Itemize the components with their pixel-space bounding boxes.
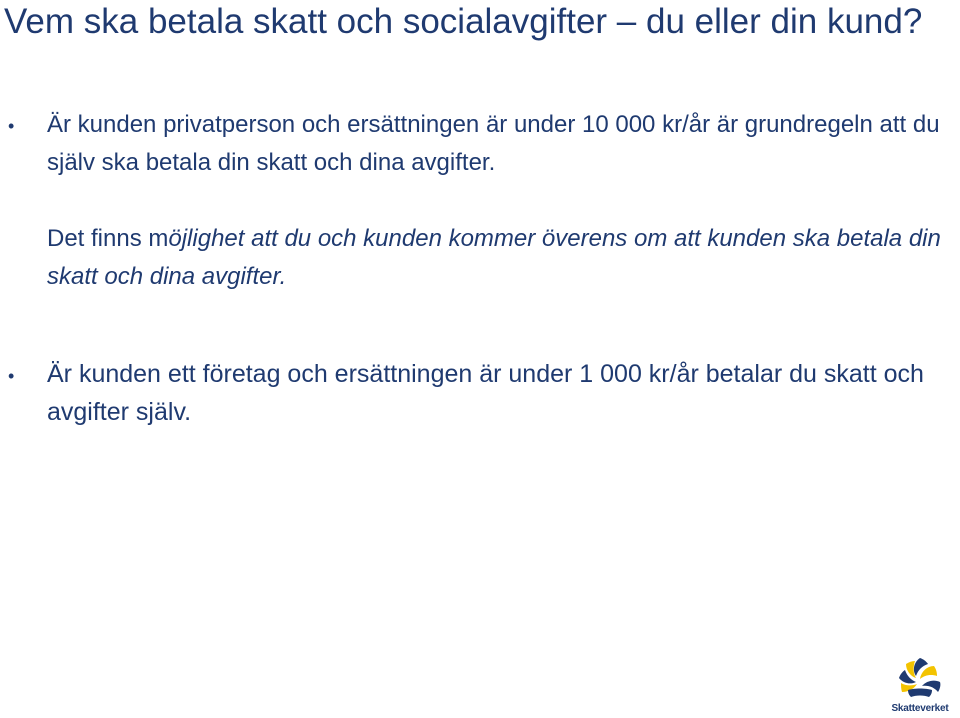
bullet-dot-icon: • — [8, 366, 15, 386]
logo-label: Skatteverket — [891, 703, 949, 714]
agreement-paragraph — [47, 220, 947, 295]
skatteverket-logo — [884, 652, 956, 714]
slide-title: Vem ska betala skatt och socialavgifter – du eller din kund? — [4, 2, 923, 41]
bullet-dot-icon: • — [8, 116, 15, 136]
bullet-text: Är kunden privatperson och ersättningen är under 10 000 kr/år är grundregeln att du själv ska betala din skatt och dina avgifter. — [47, 111, 940, 176]
bullet-text: Är kunden ett företag och ersättningen är under 1 000 kr/år betalar du skatt och avgifter själv. — [47, 360, 924, 426]
agreement-emphasis: öjlighet att du och kunden kommer överens om att kunden ska betala din skatt och dina avgifter. — [47, 225, 941, 290]
skatteverket-sun-crown-icon — [894, 652, 946, 702]
agreement-lead: Det finns m — [47, 225, 169, 252]
